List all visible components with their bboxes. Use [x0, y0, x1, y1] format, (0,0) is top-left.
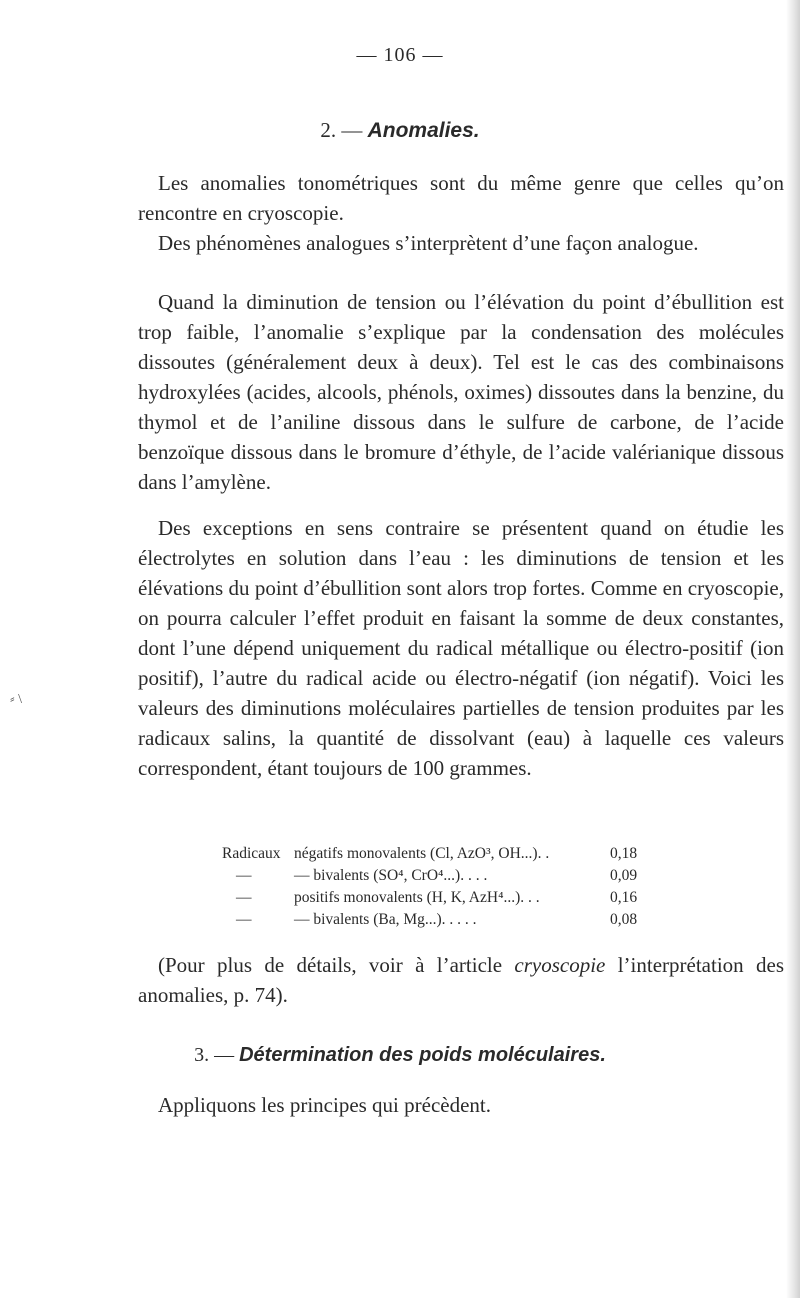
table-cell-label: Radicaux: [222, 845, 281, 862]
page-number: — 106 —: [356, 44, 444, 66]
section-title-text: Anomalies.: [367, 119, 480, 142]
table-cell-label: —: [236, 867, 252, 884]
paragraph-1: [138, 168, 784, 228]
table-cell-value: 0,08: [610, 911, 638, 928]
paragraph-text: Quand la diminution de tension ou l’élévation du point d’ébullition est trop faible, l’anomalie s’explique par la condensation des molécules dissoutes (généralement deux à deux). Tel est le cas des combinaisons hydroxylées (acides, alcools, phénols, oximes) dissoutes dans la benzine, du thymol et de l’aniline dissous dans le sulfure de carbone, de l’acide benzoïque dissous dans le bromure d’éthyle, de l’acide valérianique dissous dans l’amylène.: [138, 290, 784, 494]
table-cell-desc: négatifs monovalents (Cl, AzO³, OH...). .: [294, 845, 550, 862]
values-table: [222, 843, 722, 931]
section-number: 3. —: [194, 1044, 240, 1066]
paragraph-5: [138, 950, 784, 1010]
table-row: [222, 865, 722, 887]
paragraph-text: Appliquons les principes qui précèdent.: [158, 1093, 492, 1117]
page-edge-shadow: [786, 0, 800, 1298]
table-row: [222, 909, 722, 931]
table-cell-label: —: [236, 889, 252, 906]
table-cell-value: 0,16: [610, 889, 638, 906]
table-cell-desc: — bivalents (Ba, Mg...). . . . .: [294, 911, 477, 928]
table-cell-value: 0,18: [610, 845, 638, 862]
paragraph-text: Les anomalies tonométriques sont du même genre que celles qu’on rencontre en cryoscopie.: [138, 171, 784, 225]
margin-mark: ⸗ \: [10, 692, 23, 707]
section-number: 2. —: [320, 118, 368, 142]
table-cell-desc: positifs monovalents (H, K, AzH⁴...). . .: [294, 889, 540, 906]
paragraph-text: Des exceptions en sens contraire se présentent quand on étudie les électrolytes en solution dans l’eau : les diminutions de tension et les élévations du point d’ébullition sont alors trop fortes. Comme en cryoscopie, on pourra calculer l’effet produit en faisant la somme de deux constantes, dont l’une dépend uniquement du radical métallique ou électro-positif (ion positif), l’autre du radical acide ou électro-négatif (ion négatif). Voici les valeurs des diminutions moléculaires partielles de tension produites par les radicaux salins, la quantité de dissolvant (eau) à laquelle ces valeurs correspondent, étant toujours de 100 grammes.: [138, 516, 784, 780]
paragraph-2: [138, 228, 784, 258]
italic-reference: cryoscopie: [514, 953, 606, 977]
section-title-text: Détermination des poids moléculaires.: [239, 1044, 606, 1066]
paragraph-text: (Pour plus de détails, voir à l’article: [158, 953, 515, 977]
table-cell-desc: — bivalents (SO⁴, CrO⁴...). . . .: [294, 867, 488, 884]
paragraph-3: [138, 287, 784, 497]
table-cell-label: —: [236, 911, 252, 928]
table-row: [222, 843, 722, 865]
paragraph-text: Des phénomènes analogues s’interprètent d’une façon analogue.: [158, 231, 699, 255]
paragraph-4: [138, 513, 784, 783]
section-heading-determination: [0, 1044, 800, 1067]
paragraph-text: l’interprétation des anomalies, p. 74).: [138, 953, 784, 1007]
table-cell-value: 0,09: [610, 867, 638, 884]
paragraph-6: [138, 1090, 784, 1120]
table-row: [222, 887, 722, 909]
section-heading-anomalies: [0, 118, 800, 143]
